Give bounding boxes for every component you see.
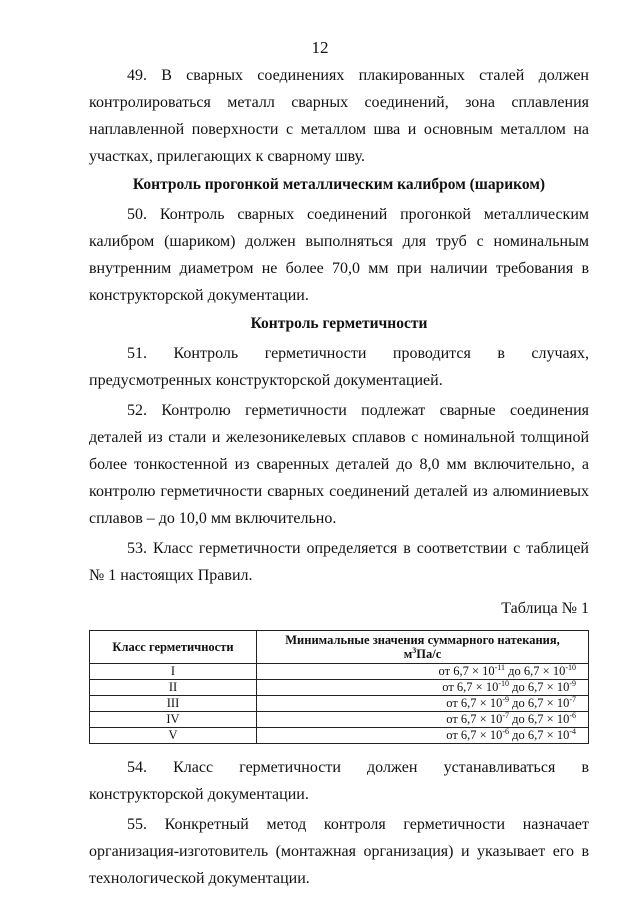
section-heading-ball-gauge: Контроль прогонкой металлическим калибром (шариком) xyxy=(132,176,546,193)
range-from: от 6,7 × 10 xyxy=(446,696,503,710)
range-to-exp: -7 xyxy=(569,694,576,704)
range-to-exp: -10 xyxy=(565,662,576,672)
class-cell: III xyxy=(90,696,257,712)
range-from: от 6,7 × 10 xyxy=(446,712,503,726)
range-to: до 6,7 × 10 xyxy=(509,728,570,742)
section-heading-tightness: Контроль герметичности xyxy=(250,315,428,332)
range-cell xyxy=(257,696,589,712)
header-unit-m: м xyxy=(403,647,413,661)
table-row xyxy=(90,712,589,728)
table-row xyxy=(90,696,589,712)
range-cell xyxy=(257,712,589,728)
range-from-exp: -6 xyxy=(502,726,510,736)
header-unit-rest: Па/с xyxy=(416,647,442,661)
range-to: до 6,7 × 10 xyxy=(509,680,570,694)
page-number: 12 xyxy=(311,38,329,57)
class-cell: I xyxy=(90,664,257,680)
range-from: от 6,7 × 10 xyxy=(446,728,503,742)
range-to-exp: -9 xyxy=(569,678,576,688)
paragraph-54: 54. Класс герметичности должен устанавливаться в конструкторской документации. xyxy=(89,759,589,803)
paragraph-52: 52. Контролю герметичности подлежат сварные соединения деталей из стали и железоникелевых сплавов с номинальной толщиной более тонкостенной из сваренных деталей до 8,0 мм включительно, а контролю герметичности сварных соединений деталей из алюминиевых сплавов – до 10,0 мм включительно. xyxy=(89,402,589,527)
range-from-exp: -10 xyxy=(498,678,510,688)
paragraph-51: 51. Контроль герметичности проводится в случаях, предусмотренных конструкторской документацией. xyxy=(89,345,589,389)
header-leak-text: Минимальные значения суммарного натекания, xyxy=(285,633,560,647)
header-class: Класс герметичности xyxy=(90,631,257,664)
header-leak-value xyxy=(257,631,589,664)
table-row xyxy=(90,728,589,744)
table-row xyxy=(90,664,589,680)
range-cell xyxy=(257,664,589,680)
class-cell: IV xyxy=(90,712,257,728)
range-from-exp: -7 xyxy=(502,710,510,720)
table-caption: Таблица № 1 xyxy=(501,600,589,617)
range-from-exp: -9 xyxy=(502,694,510,704)
range-from-exp: -11 xyxy=(494,662,506,672)
range-cell xyxy=(257,728,589,744)
range-from: от 6,7 × 10 xyxy=(442,680,499,694)
range-to-exp: -4 xyxy=(569,726,576,736)
paragraph-53: 53. Класс герметичности определяется в соответствии с таблицей № 1 настоящих Правил. xyxy=(89,540,589,584)
table-row xyxy=(90,680,589,696)
range-to: до 6,7 × 10 xyxy=(505,664,566,678)
class-cell: V xyxy=(90,728,257,744)
header-unit-exp: 3 xyxy=(412,645,417,655)
table-header-row xyxy=(90,631,589,664)
class-cell: II xyxy=(90,680,257,696)
range-to-exp: -6 xyxy=(569,710,576,720)
document-body xyxy=(89,62,589,892)
range-to: до 6,7 × 10 xyxy=(509,712,570,726)
range-cell xyxy=(257,680,589,696)
paragraph-50: 50. Контроль сварных соединений прогонкой металлическим калибром (шариком) должен выполняться для труб с номинальным внутренним диаметром не более 70,0 мм при наличии требования в конструкторской документации. xyxy=(89,206,589,304)
range-to: до 6,7 × 10 xyxy=(509,696,570,710)
tightness-class-table xyxy=(89,630,589,744)
range-from: от 6,7 × 10 xyxy=(438,664,495,678)
paragraph-55: 55. Конкретный метод контроля герметичности назначает организация-изготовитель (монтажная организация) и указывает его в технологической документации. xyxy=(89,816,589,887)
paragraph-49: 49. В сварных соединениях плакированных сталей должен контролироваться металл сварных соединений, зона сплавления наплавленной поверхности с металлом шва и основным металлом на участках, прилегающих к сварному шву. xyxy=(89,67,589,165)
